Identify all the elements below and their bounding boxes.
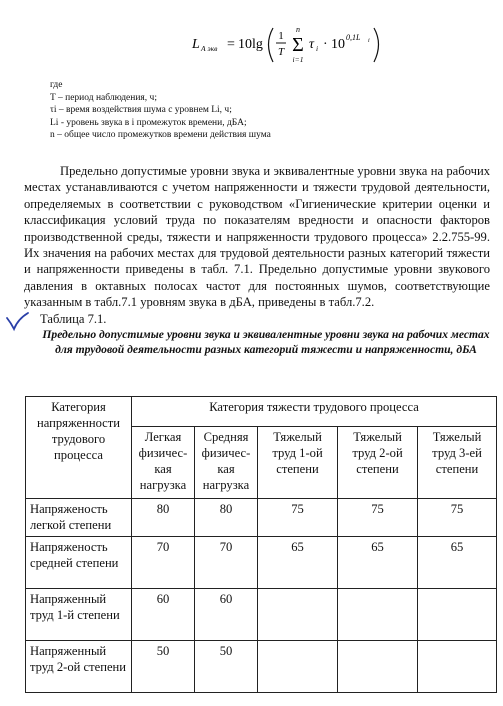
formula-coefficient: 10lg — [238, 37, 263, 52]
formula-definitions — [50, 79, 271, 142]
row-label: Напряженость легкой степени — [26, 499, 132, 537]
definition-line: T – период наблюдения, ч; — [50, 92, 157, 103]
table-cell — [418, 641, 497, 693]
table-cell: 75 — [258, 499, 338, 537]
table-corner-header: Категория напряженности трудового процесса — [26, 397, 132, 499]
formula-tau-subscript: i — [316, 44, 319, 53]
table-cell — [338, 589, 418, 641]
table-cell: 65 — [418, 537, 497, 589]
table-cell: 60 — [132, 589, 195, 641]
table-column-header: Тяжелый труд 3-ей степени — [418, 427, 497, 499]
formula-fraction-numerator: 1 — [278, 30, 284, 42]
table-row — [26, 589, 497, 641]
row-label: Напряженный труд 1-й степени — [26, 589, 132, 641]
formula-power-exponent-subscript: i — [368, 38, 370, 44]
table-column-header: Средняя физичес-кая нагрузка — [195, 427, 258, 499]
row-label: Напряженный труд 2-ой степени — [26, 641, 132, 693]
formula-sum-symbol: Σ — [292, 34, 304, 56]
table-column-header: Тяжелый труд 2-ой степени — [338, 427, 418, 499]
table-cell: 50 — [132, 641, 195, 693]
table-cell — [258, 589, 338, 641]
table-title: Предельно допустимые уровни звука и эквивалентные уровни звука на рабочих местах для трудовой деятельности разных категорий тяжести и напряженности, дБА — [42, 328, 490, 356]
table-column-header: Легкая физичес-кая нагрузка — [132, 427, 195, 499]
formula-equals: = — [227, 37, 235, 52]
definition-line: n – общее число промежутков времени действия шума — [50, 130, 271, 141]
formula-power-exponent: 0,1L — [346, 33, 361, 42]
formula-tau: τ — [309, 37, 315, 52]
table-cell — [258, 641, 338, 693]
table-cell: 80 — [195, 499, 258, 537]
noise-limits-table — [25, 396, 497, 693]
table-group-header: Категория тяжести трудового процесса — [132, 397, 497, 427]
formula-sum-upper: n — [296, 25, 300, 34]
table-caption: Таблица 7.1. — [40, 312, 107, 326]
table-cell: 65 — [338, 537, 418, 589]
formula-power-base: 10 — [331, 37, 345, 52]
equivalent-level-formula — [0, 18, 503, 68]
definition-line: где — [50, 80, 63, 90]
table-cell: 65 — [258, 537, 338, 589]
table-cell — [418, 589, 497, 641]
table-cell: 50 — [195, 641, 258, 693]
formula-sum-lower: i=1 — [292, 55, 304, 64]
table-column-header: Тяжелый труд 1-ой степени — [258, 427, 338, 499]
formula-fraction-denominator: T — [277, 46, 285, 58]
table-cell: 60 — [195, 589, 258, 641]
table-row — [26, 499, 497, 537]
formula-right-paren — [374, 28, 379, 62]
table-row — [26, 537, 497, 589]
table-cell: 70 — [132, 537, 195, 589]
table-row — [26, 641, 497, 693]
table-cell: 75 — [338, 499, 418, 537]
table-cell — [338, 641, 418, 693]
formula-dot: · — [323, 37, 328, 52]
definition-line: Li - уровень звука в i промежуток времени, дБА; — [50, 117, 247, 128]
formula-left-paren — [269, 28, 274, 62]
checkmark-icon — [4, 310, 36, 332]
formula-lhs-subscript: A экв — [201, 44, 218, 53]
table-cell: 80 — [132, 499, 195, 537]
table-cell: 70 — [195, 537, 258, 589]
table-cell: 75 — [418, 499, 497, 537]
formula-lhs: L — [192, 37, 200, 52]
row-label: Напряженость средней степени — [26, 537, 132, 589]
body-paragraph: Предельно допустимые уровни звука и эквивалентные уровни звука на рабочих местах устанавливаются с учетом напряженности и тяжести трудовой деятельности, определяемых в соответствии с руководством «Гигиенические критерии оценки и классификация условий труда по показателям вредности и опасности факторов производственной среды, тяжести и напряженности трудового процесса» 2.2.755-99. Их значения на рабочих местах для трудовой деятельности разных категорий тяжести и напряженности приведены в табл. 7.1. Предельно допустимые уровни звукового давления в октавных полосах частот для постоянных шумов, соответствующие указанным в табл.7.1 уровням звука в дБА, приведены в табл.7.2. — [24, 164, 490, 310]
definition-line: τi – время воздействия шума с уровнем Li, ч; — [50, 105, 232, 116]
